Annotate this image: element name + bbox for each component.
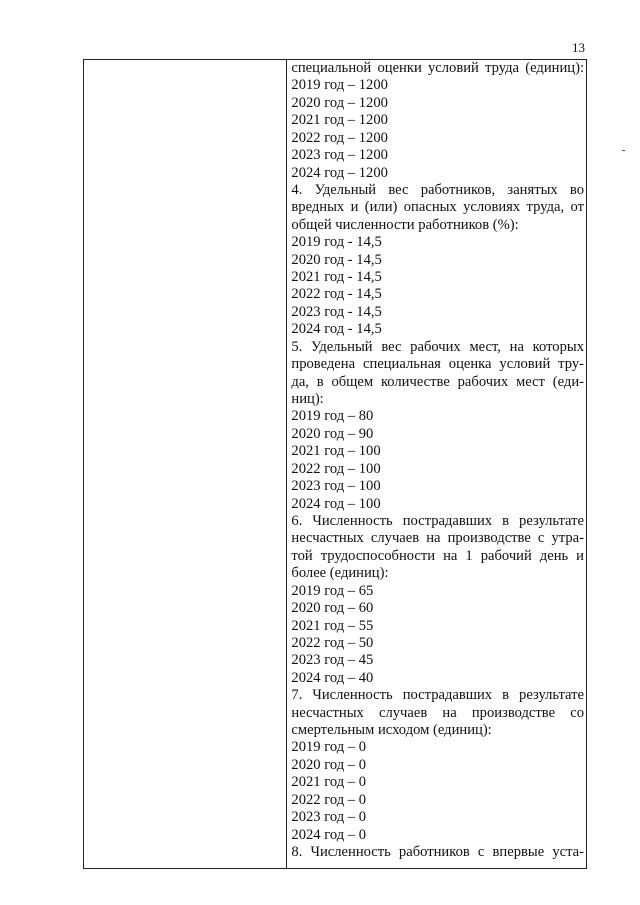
- text-line: 2020 год – 90: [291, 425, 374, 442]
- text-line: проведена специальная оценка условий тру-: [291, 356, 584, 373]
- text-line: более (единиц):: [291, 565, 389, 582]
- text-line: несчастных случаев на производстве с утра-: [291, 530, 584, 547]
- text-line: 2020 год - 14,5: [291, 251, 382, 268]
- text-line: 4. Удельный вес работников, занятых во: [291, 181, 584, 198]
- text-line: 2019 год - 14,5: [291, 234, 382, 251]
- text-line: 2021 год – 55: [291, 617, 374, 634]
- left-cell-empty: [84, 60, 287, 869]
- text-line: 2022 год – 50: [291, 634, 374, 651]
- text-line: 2020 год – 0: [291, 756, 367, 773]
- text-line: 2022 год – 1200: [291, 129, 388, 146]
- text-line: той трудоспособности на 1 рабочий день и: [291, 547, 584, 564]
- text-line: 2021 год – 0: [291, 774, 367, 791]
- text-line: 2023 год – 0: [291, 809, 367, 826]
- page-number: 13: [572, 40, 585, 55]
- text-line: вредных и (или) опасных условиях труда, от: [291, 199, 584, 216]
- text-line: специальной оценки условий труда (единиц):: [291, 60, 584, 76]
- text-line: 2019 год – 1200: [291, 77, 388, 94]
- table-row: [84, 60, 587, 869]
- text-line: 8. Численность работников с впервые уста-: [291, 843, 584, 860]
- text-line: общей численности работников (%):: [291, 216, 519, 233]
- text-line: 2023 год - 14,5: [291, 303, 382, 320]
- text-line: 7. Численность пострадавших в результате: [291, 687, 584, 704]
- text-line: 2020 год – 1200: [291, 94, 388, 111]
- text-line: ниц):: [291, 391, 324, 408]
- text-line: смертельным исходом (единиц):: [291, 722, 492, 739]
- text-line: 2024 год - 14,5: [291, 321, 382, 338]
- text-line: 2019 год – 65: [291, 582, 374, 599]
- text-line: 2023 год – 100: [291, 478, 381, 495]
- text-line: несчастных случаев на производстве со: [291, 704, 584, 721]
- text-line: 2019 год – 80: [291, 408, 374, 425]
- text-line: 2021 год – 1200: [291, 112, 388, 129]
- text-line: 2021 год – 100: [291, 443, 381, 460]
- text-line: 2021 год - 14,5: [291, 269, 382, 286]
- scan-artifact: [622, 150, 625, 151]
- text-line: 2024 год – 100: [291, 495, 381, 512]
- text-line: 5. Удельный вес рабочих мест, на которых: [291, 338, 584, 355]
- text-line: 2023 год – 45: [291, 652, 374, 669]
- text-line: 2024 год – 1200: [291, 164, 388, 181]
- right-cell-content: [287, 60, 587, 869]
- text-line: 2022 год - 14,5: [291, 286, 382, 303]
- text-line: 2024 год – 40: [291, 669, 374, 686]
- text-line: 2020 год – 60: [291, 600, 374, 617]
- text-line: 6. Численность пострадавших в результате: [291, 512, 584, 529]
- text-line: 2019 год – 0: [291, 739, 367, 756]
- text-line: 2022 год – 100: [291, 460, 381, 477]
- text-line: 2023 год – 1200: [291, 147, 388, 164]
- right-column-text: [287, 60, 586, 861]
- text-line: да, в общем количестве рабочих мест (еди-: [291, 373, 584, 390]
- document-table: [83, 59, 587, 869]
- text-line: 2024 год – 0: [291, 826, 367, 843]
- text-line: 2022 год – 0: [291, 791, 367, 808]
